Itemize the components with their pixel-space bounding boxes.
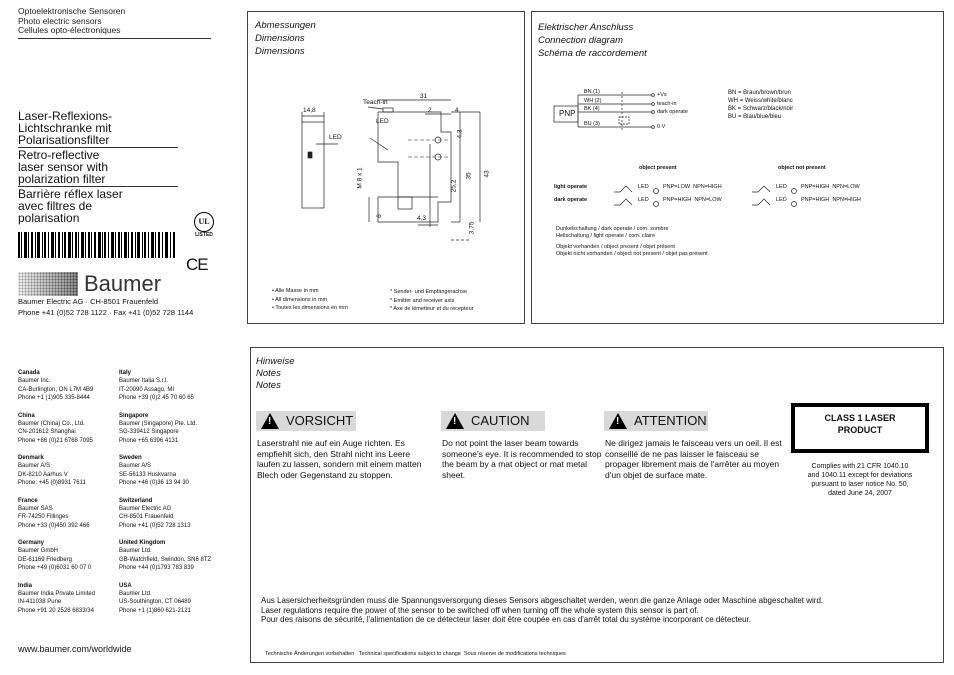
title-en-2: laser sensor with <box>18 160 109 174</box>
out-light-notpresent: PNP=HIGH NPN=LOW <box>801 184 860 190</box>
office-entry <box>18 497 119 531</box>
notes-panel <box>250 347 944 663</box>
office-line: US-Southington, CT 06489 <box>119 599 191 605</box>
office-line: Baumer (China) Co., Ltd. <box>18 420 85 427</box>
vorsicht-text: Laserstrahl nie auf ein Auge richten. Es empfiehlt sich, den Strahl nicht ins Leere laufen zu lassen, sondern mit einem matten Blech oder Gegenstand zu stoppen. <box>257 438 422 480</box>
title-fr-2: avec filtres de <box>18 199 93 213</box>
office-line: GB-Watchfield, Swindon, SN6 8TZ <box>119 556 212 563</box>
note-right-3: * Axe de lémetteur et du récepteur <box>390 306 474 312</box>
warning-caution <box>441 411 545 431</box>
office-entry <box>119 369 243 403</box>
office-line: Baumer Electric AG <box>119 505 172 512</box>
office-country: Canada <box>18 370 40 376</box>
note-right-1: * Sender- und Empfängerachse <box>390 289 468 295</box>
office-line: Baumer Ltd. <box>119 548 152 554</box>
row-light-operate: light operate <box>554 184 588 190</box>
title-de-1: Laser-Reflexions- <box>18 109 113 123</box>
office-line: Baumer Ltd. <box>119 590 152 597</box>
dim-notes-left: • Alle Masse in mm • All dimensions in mm • Toutes les dimensions en mm <box>272 288 348 311</box>
office-line: IN-411038 Pune <box>18 599 62 605</box>
dimension-drawing <box>248 12 526 252</box>
office-country: China <box>18 412 35 419</box>
title-en-3: polarization filter <box>18 172 106 186</box>
dim-4: 4 <box>455 107 459 114</box>
header-line: Optoelektronische Sensoren <box>18 6 126 16</box>
conn-title-fr: Schéma de raccordement <box>538 48 647 59</box>
office-line: Baumer A/S <box>119 463 152 469</box>
baumer-logo <box>18 272 208 296</box>
caution-text: Do not point the laser beam towards someone's eye. It is recommended to stop the beam by a mat object or mat metal sheet. <box>442 438 602 480</box>
out-light-present: PNP=LOW NPN=HIGH <box>663 184 722 190</box>
header-line: Cellules opto-électroniques <box>18 25 121 35</box>
office-list <box>18 369 243 615</box>
conn-title-en: Connection diagram <box>538 35 624 46</box>
out-dark-present: PNP=HIGH NPN=LOW <box>663 197 722 203</box>
note-left-3: Toutes les dimensions en mm <box>275 305 348 311</box>
office-line: Phone +86 (0)21 6768 7095 <box>18 437 93 444</box>
office-line: SG-339412 Singapore <box>119 429 179 435</box>
out-dark-notpresent: PNP=HIGH NPN=HIGH <box>801 197 861 203</box>
office-entry <box>119 582 243 616</box>
legend-bu: BU = Blau/blue/bleu <box>728 114 782 120</box>
office-line: Phone +1 (1)905 335-8444 <box>18 395 90 401</box>
office-line: Baumer Italia S.r.l. <box>119 378 169 384</box>
office-line: IT-20090 Assago, MI <box>119 386 175 393</box>
notes-title-en: Notes <box>256 368 281 379</box>
conn-footer-light: Hellschaltung / light operate / com. claire <box>556 233 656 239</box>
complies-text <box>789 462 931 498</box>
office-entry <box>18 412 119 446</box>
wiring-diagram <box>532 12 945 325</box>
terminal-dark: dark operate <box>657 109 688 115</box>
led-light-present: LED <box>638 184 649 190</box>
office-line: Phone +91 20 2528 6833/34 <box>18 607 94 614</box>
office-line: Baumer SAS <box>18 505 53 512</box>
title-fr-3: polarisation <box>18 211 80 225</box>
office-line: Phone: +45 (0)8931 7611 <box>18 480 86 486</box>
dim-31: 31 <box>420 93 428 100</box>
website-link[interactable]: www.baumer.com/worldwide <box>18 644 132 654</box>
dim-4-3-bottom: 4,3 <box>417 215 427 222</box>
company-address: Baumer Electric AG · CH-8501 Frauenfeld <box>18 297 159 306</box>
complies-3: pursuant to laser notice No. 50, <box>811 481 909 488</box>
terminal-0v: 0 V <box>657 124 666 130</box>
office-line: Baumer A/S <box>18 463 51 469</box>
office-line: Baumer (Singapore) Pte. Ltd. <box>119 420 198 427</box>
title-en-1: Retro-reflective <box>18 148 100 162</box>
office-entry <box>18 454 119 488</box>
wire-wh: WH (2) <box>584 98 602 104</box>
ce-mark-icon: CE <box>186 255 208 274</box>
complies-4: dated June 24, 2007 <box>828 490 892 497</box>
office-entry <box>119 454 243 488</box>
office-entry <box>18 369 119 403</box>
office-country: Italy <box>119 370 132 376</box>
product-title <box>18 110 188 224</box>
header-line: Photo electric sensors <box>18 15 102 26</box>
warning-attention <box>604 411 708 431</box>
office-line: SE-56133 Huskvarna <box>119 471 177 478</box>
office-line: DK-8210 Aarhus V <box>18 471 68 478</box>
note-right-2: * Emitter and receiver axis <box>390 297 455 304</box>
dim-led-right: LED <box>376 118 389 125</box>
col-object-not-present: object not present <box>778 165 826 171</box>
notes-footer: Technische Änderungen vorbehalten Technical specifications subject to change Sous réserve de modifications techniques <box>265 651 566 657</box>
led-dark-notpresent: LED <box>776 197 787 203</box>
led-dark-present: LED <box>638 197 649 203</box>
office-line: Phone +1 (1)860 621-2121 <box>119 607 191 614</box>
terminal-teach: teach-in <box>657 101 677 107</box>
dim-m8: M 8 x 1 <box>356 167 364 189</box>
office-country: Denmark <box>18 455 44 461</box>
wire-bk: BK (4) <box>584 106 600 112</box>
office-line: CN-201612 Shanghai <box>18 429 76 435</box>
attention-head: ATTENTION <box>634 413 707 428</box>
ul-listed-logo: UL LISTED <box>189 212 219 242</box>
office-entry <box>18 539 119 573</box>
office-country: Switzerland <box>119 497 153 504</box>
office-country: Sweden <box>119 455 142 461</box>
office-line: DE-61169 Friedberg <box>18 556 72 563</box>
connection-panel <box>531 11 944 324</box>
warning-vorsicht <box>256 411 356 431</box>
dim-3-75: 3,75 <box>468 221 476 235</box>
laser-class-label <box>791 403 929 453</box>
dim-2: 2 <box>428 107 432 114</box>
dim-title-fr: Dimensions <box>255 46 305 57</box>
office-line: Phone +46 (0)36 13 94 30 <box>119 480 189 486</box>
office-line: Phone +65 6396 4131 <box>119 437 179 444</box>
laser-label-1: CLASS 1 LASER <box>824 413 896 423</box>
power-fr: Pour des raisons de sécurité, l'alimentation de ce détecteur laser doit être coupée en cas d'arrêt total du système incorporant ce détecteur. <box>261 615 751 624</box>
ul-listed-text: LISTED <box>195 232 213 238</box>
power-en: Laser regulations require the power of the sensor to be switched off when turning off the whole system this sensor is part of. <box>261 605 699 615</box>
dim-title-en: Dimensions <box>255 33 305 44</box>
warning-triangle-icon <box>609 413 627 429</box>
office-entry <box>18 582 119 616</box>
warning-triangle-icon <box>446 413 464 429</box>
dim-25-2: 25,2 <box>450 179 458 193</box>
office-line: Baumer Inc. <box>18 378 51 384</box>
office-line: Baumer India Private Limited <box>18 590 96 597</box>
office-line: CH-8501 Frauenfeld <box>119 514 174 520</box>
dim-14-8: 14,8 <box>303 107 316 114</box>
led-light-notpresent: LED <box>776 184 787 190</box>
dim-35: 35 <box>465 172 473 180</box>
office-line: Phone +41 (0)52 728 1313 <box>119 522 191 529</box>
office-country: Germany <box>18 540 45 546</box>
conn-title-de: Elektrischer Anschluss <box>538 22 634 33</box>
power-de: Aus Lasersicherheitsgründen muss die Spannungsversorgung dieses Sensors abgeschaltet werden, wenn die ganze Anlage oder Maschine abgeschaltet wird. <box>261 596 824 605</box>
office-entry <box>119 497 243 531</box>
warning-triangle-icon <box>261 413 279 429</box>
barcode-image <box>18 232 176 258</box>
complies-2: and 1040.11 except for deviations <box>807 472 913 479</box>
pnp-label: PNP <box>559 109 576 118</box>
office-line: Phone +33 (0)450 392 466 <box>18 522 90 529</box>
dim-led-left: LED <box>329 134 342 141</box>
brand-name: Baumer <box>84 271 162 296</box>
legend-bn: BN = Braun/brown/brun <box>728 90 791 96</box>
office-entry <box>119 412 243 446</box>
dim-teach-in: Teach-in <box>363 99 388 106</box>
conn-footer-2 <box>556 244 708 258</box>
dimensions-panel <box>247 11 525 324</box>
office-country: France <box>18 497 38 504</box>
office-line: Baumer GmbH <box>18 548 59 554</box>
office-country: India <box>18 582 33 589</box>
dim-title-de: Abmessungen <box>255 20 316 31</box>
wire-bu: BU (3) <box>584 121 600 127</box>
dim-43: 43 <box>483 170 491 178</box>
power-notice <box>261 596 841 625</box>
note-left-1: Alle Masse in mm <box>275 288 319 294</box>
title-de-3: Polarisationsfilter <box>18 133 110 147</box>
conn-footer-notpresent: Objekt nicht vorhanden / object not present / objet pas présent <box>556 251 708 257</box>
company-phone: Phone +41 (0)52 728 1122 · Fax +41 (0)52 728 1144 <box>18 308 194 317</box>
note-left-2: All dimensions in mm <box>275 296 328 303</box>
title-fr-1: Barrière réflex laser <box>18 187 123 201</box>
office-line: FR-74250 Fillinges <box>18 514 69 520</box>
office-country: United Kingdom <box>119 540 166 546</box>
attention-text: Ne dirigez jamais le faisceau vers un oeil. Il est conseillé de ne pas laisser le faisceau se propager librement mais de l'arrêter au moyen d'un objet de surface mate. <box>605 438 782 480</box>
doc-header <box>18 7 213 36</box>
row-dark-operate: dark operate <box>554 197 588 203</box>
legend-wh: WH = Weiss/white/blanc <box>728 98 793 104</box>
wire-legend <box>728 89 793 121</box>
legend-bk: BK = Schwarz/black/noir <box>728 106 794 112</box>
office-country: Singapore <box>119 412 149 419</box>
title-de-2: Lichtschranke mit <box>18 121 112 135</box>
conn-footer-dark: Dunkelschaltung / dark operate / com. sombre <box>556 226 669 232</box>
notes-title-de: Hinweise <box>256 356 295 367</box>
office-line: CA-Burlington, ON L7M 4B9 <box>18 386 94 393</box>
notes-title-fr: Notes <box>256 380 281 391</box>
vorsicht-head: VORSICHT <box>286 413 354 428</box>
office-line: Phone +44 (0)1793 783 839 <box>119 565 194 571</box>
terminal-vs: +Vs <box>657 92 667 98</box>
dim-6: 6 <box>375 214 383 218</box>
conn-footer-1 <box>556 226 669 240</box>
office-entry <box>119 539 243 573</box>
conn-footer-present: Objekt vorhanden / object present / objet présent <box>556 244 675 250</box>
wire-bn: BN (1) <box>584 89 600 95</box>
caution-head: CAUTION <box>471 413 530 428</box>
logo-halftone-icon <box>18 272 78 296</box>
laser-label-2: PRODUCT <box>837 425 883 435</box>
office-country: USA <box>119 582 132 589</box>
dim-notes-right <box>390 288 473 314</box>
office-line: Phone +49 (0)6031 60 07 0 <box>18 565 92 571</box>
col-object-present: object present <box>639 165 677 171</box>
dim-4-3-top: 4,3 <box>456 129 464 139</box>
complies-1: Complies with 21 CFR 1040.10 <box>811 463 909 470</box>
office-line: Phone +39 (0)2 45 70 60 65 <box>119 395 194 401</box>
